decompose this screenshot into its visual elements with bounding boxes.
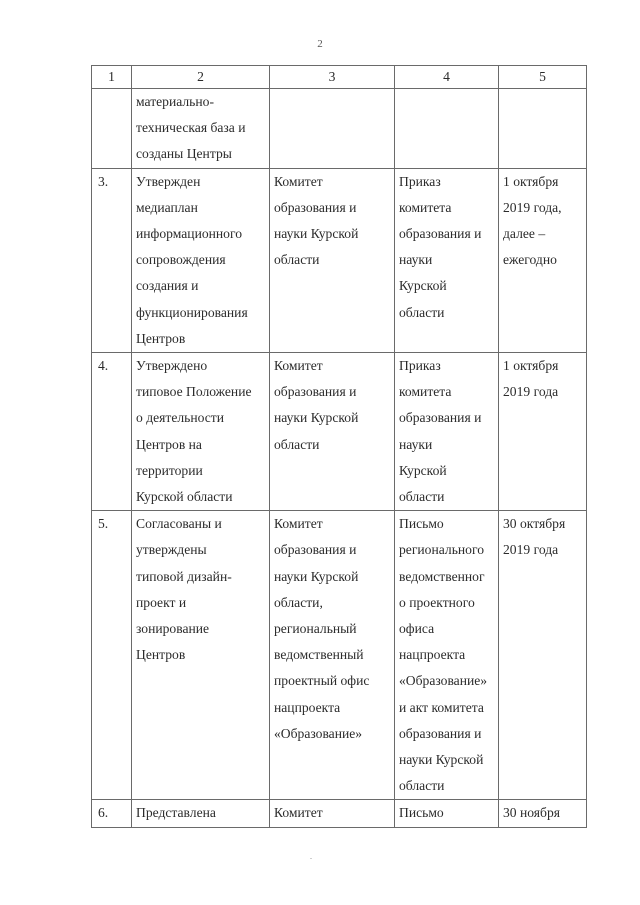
document-cell	[395, 89, 499, 169]
responsible-cell: Комитет	[270, 800, 395, 827]
row-number-cell	[92, 89, 132, 169]
row-number-cell: 3.	[92, 168, 132, 352]
row-number-cell: 5.	[92, 511, 132, 800]
row-number-cell: 6.	[92, 800, 132, 827]
header-cell: 5	[499, 66, 587, 89]
row-number-cell: 4.	[92, 353, 132, 511]
event-cell: Представлена	[132, 800, 270, 827]
responsible-cell: Комитет образования и науки Курской области	[270, 168, 395, 352]
header-cell: 1	[92, 66, 132, 89]
table-row	[92, 89, 587, 169]
responsible-cell	[270, 89, 395, 169]
table-row	[92, 800, 587, 827]
table-row	[92, 353, 587, 511]
header-cell: 3	[270, 66, 395, 89]
event-cell: материально- техническая база и созданы Центры	[132, 89, 270, 169]
deadline-cell: 30 ноября	[499, 800, 587, 827]
deadline-cell: 30 октября 2019 года	[499, 511, 587, 800]
header-cell: 2	[132, 66, 270, 89]
document-cell: Письмо	[395, 800, 499, 827]
event-cell: Утвержден медиаплан информационного сопровождения создания и функционирования Центров	[132, 168, 270, 352]
deadline-cell: 1 октября 2019 года	[499, 353, 587, 511]
document-cell: Приказ комитета образования и науки Курской области	[395, 168, 499, 352]
page-number: 2	[317, 38, 323, 50]
event-cell: Согласованы и утверждены типовой дизайн- проект и зонирование Центров	[132, 511, 270, 800]
event-cell: Утверждено типовое Положение о деятельности Центров на территории Курской области	[132, 353, 270, 511]
plan-table	[91, 65, 587, 828]
document-cell: Приказ комитета образования и науки Курской области	[395, 353, 499, 511]
table-row	[92, 168, 587, 352]
deadline-cell: 1 октября 2019 года, далее – ежегодно	[499, 168, 587, 352]
header-row	[92, 66, 587, 89]
document-cell: Письмо регионального ведомственног о проектного офиса нацпроекта «Образование» и акт комитета образования и науки Курской области	[395, 511, 499, 800]
header-cell: 4	[395, 66, 499, 89]
deadline-cell	[499, 89, 587, 169]
responsible-cell: Комитет образования и науки Курской области, региональный ведомственный проектный офис нацпроекта «Образование»	[270, 511, 395, 800]
table-row	[92, 511, 587, 800]
responsible-cell: Комитет образования и науки Курской области	[270, 353, 395, 511]
scan-speck	[310, 858, 312, 859]
